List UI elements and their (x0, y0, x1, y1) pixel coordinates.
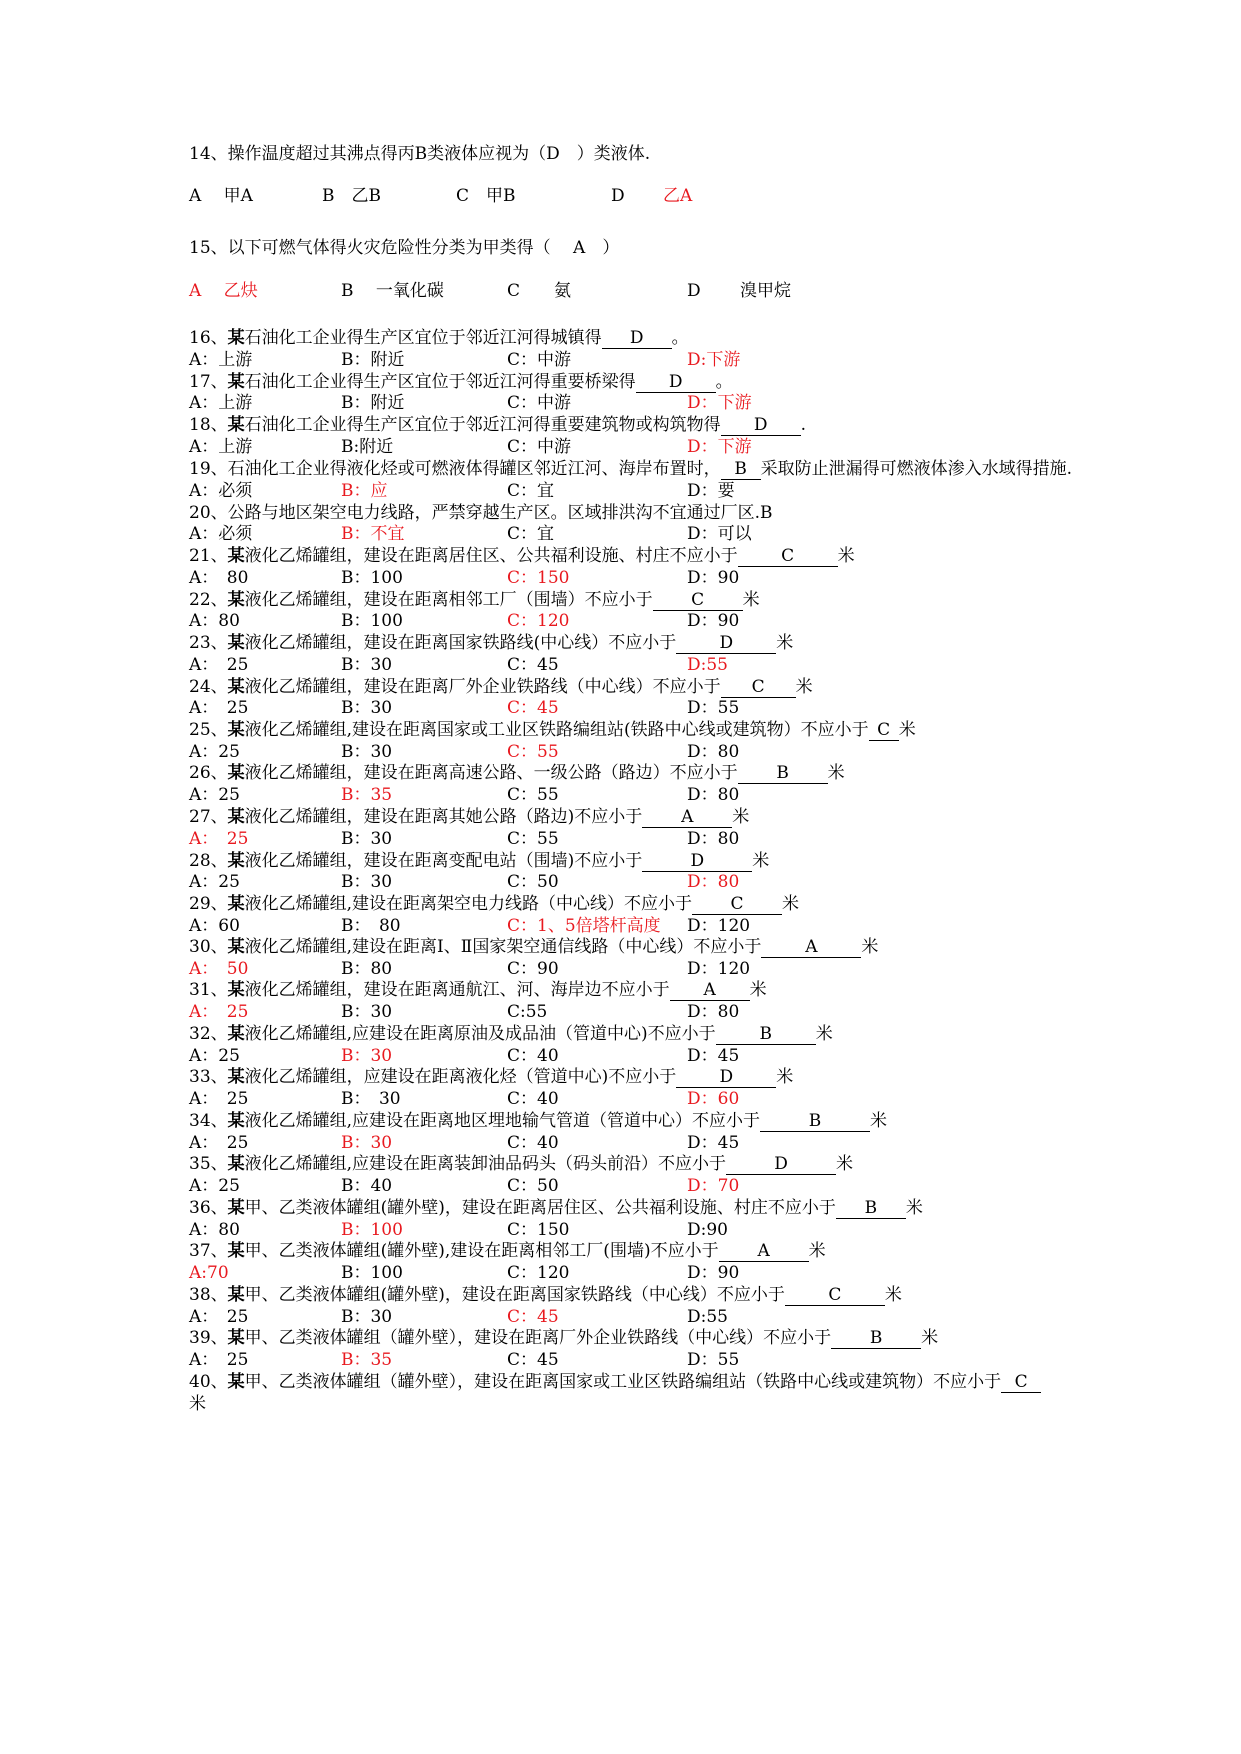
question-text (189, 327, 1201, 349)
question-suffix: 。 (671, 328, 689, 348)
question-suffix: 米 (732, 807, 750, 827)
question-stem: 液化乙烯罐组,应建设在距离原油及成品油（管道中心)不应小于 (244, 1024, 716, 1044)
question-number: 15、 (189, 238, 228, 258)
option-item: D：80 (687, 1002, 740, 1022)
question-text (189, 589, 1201, 611)
option-item: B：30 (341, 1133, 393, 1153)
option-item: A：25 (189, 1176, 240, 1196)
option-item: A：80 (189, 611, 240, 631)
question-number: 23、 (189, 633, 228, 653)
question-number: 31、 (189, 980, 228, 1000)
options-row (189, 392, 1189, 414)
option-item: C：中游 (507, 393, 572, 413)
question-keyword: 某 (227, 1198, 245, 1218)
options-row (189, 567, 1189, 589)
question-stem: 石油化工企业得生产区宜位于邻近江河得城镇得 (244, 328, 602, 348)
question-keyword: 某 (227, 1067, 245, 1087)
option-item: D：120 (687, 916, 751, 936)
question-stem: 操作温度超过其沸点得丙B类液体应视为（D ）类液体. (227, 144, 651, 164)
question-keyword: 某 (227, 546, 245, 566)
question-text (189, 1284, 1201, 1306)
option-item: A：必须 (189, 524, 253, 544)
question-number: 19、 (189, 459, 228, 479)
option-item: D：下游 (687, 393, 752, 413)
question-suffix: 米 (752, 851, 770, 871)
option-item: D：要 (687, 481, 735, 501)
option-item: D：可以 (687, 524, 752, 544)
answer-blank: B (836, 1198, 906, 1219)
options-row (189, 523, 1189, 545)
option-item: A：上游 (189, 437, 253, 457)
question-stem: 液化乙烯罐组,建设在距离国家或工业区铁路编组站(铁路中心线或建筑物）不应小于 (244, 720, 869, 740)
question-stem: 甲、乙类液体罐组（罐外壁），建设在距离厂外企业铁路线（中心线）不应小于 (244, 1328, 832, 1348)
question-text (189, 632, 1201, 654)
option-item: D：55 (687, 698, 740, 718)
option-item: D：下游 (687, 437, 752, 457)
option-item: C：55 (507, 742, 559, 762)
question-stem: 石油化工企业得生产区宜位于邻近江河得重要桥梁得 (244, 372, 636, 392)
option-item: D：80 (687, 785, 740, 805)
option-item: D：55 (687, 1350, 740, 1370)
question-keyword: 某 (227, 1111, 245, 1131)
question-stem: 石油化工企业得生产区宜位于邻近江河得重要建筑物或构筑物得 (244, 415, 721, 435)
question-stem: 甲、乙类液体罐组(罐外壁)，建设在距离国家铁路线（中心线）不应小于 (244, 1285, 785, 1305)
answer-blank: C (869, 720, 899, 741)
question-keyword: 某 (227, 763, 245, 783)
question-suffix: 米 (776, 633, 794, 653)
question-suffix: 米 (815, 1024, 833, 1044)
question-suffix: 米 (782, 894, 800, 914)
question-keyword: 某 (227, 633, 245, 653)
question-suffix: 米 (837, 546, 855, 566)
option-item: C:55 (507, 1002, 548, 1022)
options-row (189, 1175, 1189, 1197)
question-number: 34、 (189, 1111, 228, 1131)
question-stem: 以下可燃气体得火灾危险性分类为甲类得（ A ） (227, 238, 620, 258)
question-number: 24、 (189, 677, 228, 697)
answer-blank: D (676, 1067, 776, 1088)
question-number: 37、 (189, 1241, 228, 1261)
option-item: A： 25 (189, 698, 249, 718)
question-suffix: 米 (189, 1394, 206, 1414)
option-item: C：1、5倍塔杆高度 (507, 916, 661, 936)
option-item: C：45 (507, 1307, 559, 1327)
question-number: 16、 (189, 328, 228, 348)
option-item: D：80 (687, 829, 740, 849)
options-row (189, 654, 1189, 676)
question-suffix: 米 (898, 720, 916, 740)
option-item: C：150 (507, 568, 570, 588)
question-keyword: 某 (227, 415, 245, 435)
options-row (189, 1219, 1189, 1241)
option-item: A：必须 (189, 481, 253, 501)
option-item: B：30 (341, 872, 393, 892)
question-stem: 公路与地区架空电力线路，严禁穿越生产区。区域排洪沟不宜通过厂区.B (227, 503, 773, 523)
question-number: 29、 (189, 894, 228, 914)
question-text (189, 893, 1201, 915)
answer-blank: C (721, 677, 796, 698)
options-row (189, 1306, 1189, 1328)
answer-blank: C (692, 894, 782, 915)
question-stem: 液化乙烯罐组，建设在距离国家铁路线(中心线）不应小于 (244, 633, 677, 653)
question-text (189, 762, 1201, 784)
question-suffix: 米 (870, 1111, 888, 1131)
option-item: B： 30 (341, 1089, 401, 1109)
question-number: 18、 (189, 415, 228, 435)
options-row (189, 1132, 1189, 1154)
option-item: C：宜 (507, 481, 555, 501)
options-row (189, 871, 1189, 893)
options-row (189, 784, 1189, 806)
option-item: B：30 (341, 742, 393, 762)
question-text (189, 979, 1201, 1001)
question-suffix: 米 (905, 1198, 923, 1218)
option-item: A 甲A (189, 186, 253, 206)
option-item: C：中游 (507, 437, 572, 457)
question-text (189, 237, 1201, 259)
option-item: A：25 (189, 742, 240, 762)
option-item: A： 25 (189, 1133, 249, 1153)
option-item: D:下游 (687, 350, 741, 370)
question-suffix: . (800, 415, 807, 435)
option-item: A：25 (189, 1046, 240, 1066)
option-item: C：中游 (507, 350, 572, 370)
option-item: D：90 (687, 611, 740, 631)
option-item: B：35 (341, 1350, 393, 1370)
question-text (189, 1197, 1201, 1219)
option-item: C：40 (507, 1046, 559, 1066)
question-text (189, 502, 1201, 524)
option-item: B：35 (341, 785, 393, 805)
option-item: C：55 (507, 829, 559, 849)
option-item: B 一氧化碳 (341, 281, 444, 301)
option-item: A： 50 (189, 959, 249, 979)
question-number: 20、 (189, 503, 228, 523)
option-item: C：120 (507, 1263, 570, 1283)
question-number: 40、 (189, 1372, 228, 1392)
option-item: B：100 (341, 611, 403, 631)
question-text (189, 458, 1201, 480)
option-item: B：附近 (341, 393, 405, 413)
option-item: D：60 (687, 1089, 740, 1109)
options-row (189, 741, 1189, 763)
option-item: C：宜 (507, 524, 555, 544)
option-item: A：25 (189, 872, 240, 892)
question-suffix: 米 (749, 980, 767, 1000)
option-item: D:90 (687, 1220, 728, 1240)
question-number: 38、 (189, 1285, 228, 1305)
question-number: 39、 (189, 1328, 228, 1348)
question-stem: 液化乙烯罐组,建设在距离Ⅰ、Ⅱ国家架空通信线路（中心线）不应小于 (244, 937, 762, 957)
option-item: A： 25 (189, 1089, 249, 1109)
question-keyword: 某 (227, 328, 245, 348)
option-item: C：55 (507, 785, 559, 805)
question-stem: 石油化工企业得液化烃或可燃液体得罐区邻近江河、海岸布置时， (227, 459, 721, 479)
option-item: A：80 (189, 1220, 240, 1240)
option-item: D：80 (687, 872, 740, 892)
option-item: D 溴甲烷 (687, 281, 792, 301)
option-item: C 氨 (507, 281, 572, 301)
option-item: D：80 (687, 742, 740, 762)
question-suffix: 米 (808, 1241, 826, 1261)
question-text (189, 1023, 1201, 1045)
question-suffix: 米 (921, 1328, 939, 1348)
answer-blank: D (721, 415, 801, 436)
option-item: B：80 (341, 959, 393, 979)
question-stem: 液化乙烯罐组，建设在距离相邻工厂（围墙）不应小于 (244, 590, 653, 610)
question-number: 32、 (189, 1024, 228, 1044)
option-item: B：不宜 (341, 524, 405, 544)
question-keyword: 某 (227, 1372, 245, 1392)
question-keyword: 某 (227, 1024, 245, 1044)
answer-blank: D (642, 851, 752, 872)
question-number: 33、 (189, 1067, 228, 1087)
question-text (189, 1066, 1201, 1088)
question-keyword: 某 (227, 1328, 245, 1348)
option-item: B：30 (341, 655, 393, 675)
question-text (189, 719, 1201, 741)
question-suffix: 米 (884, 1285, 902, 1305)
answer-blank: C (653, 590, 743, 611)
question-text (189, 1240, 1201, 1262)
question-stem: 液化乙烯罐组，建设在距离高速公路、一级公路（路边）不应小于 (244, 763, 738, 783)
option-item: C：45 (507, 698, 559, 718)
option-item: C：40 (507, 1133, 559, 1153)
question-keyword: 某 (227, 937, 245, 957)
answer-blank: D (726, 1154, 836, 1175)
question-text (189, 545, 1201, 567)
question-number: 30、 (189, 937, 228, 957)
option-item: B：30 (341, 698, 393, 718)
options-row (189, 610, 1189, 632)
question-keyword: 某 (227, 894, 245, 914)
question-number: 35、 (189, 1154, 228, 1174)
option-item: B:附近 (341, 437, 394, 457)
question-stem: 液化乙烯罐组，建设在距离厂外企业铁路线（中心线）不应小于 (244, 677, 721, 697)
option-item: B：100 (341, 1220, 403, 1240)
option-item: A： 25 (189, 1002, 249, 1022)
question-stem: 甲、乙类液体罐组(罐外壁),建设在距离相邻工厂(围墙)不应小于 (244, 1241, 719, 1261)
option-item: C：45 (507, 655, 559, 675)
question-number: 22、 (189, 590, 228, 610)
question-stem: 液化乙烯罐组，建设在距离其她公路（路边)不应小于 (244, 807, 643, 827)
option-item: D：120 (687, 959, 751, 979)
answer-blank: B (831, 1328, 921, 1349)
options-row (189, 1088, 1189, 1110)
answer-blank: A (761, 937, 861, 958)
answer-blank: B (721, 459, 761, 480)
question-keyword: 某 (227, 677, 245, 697)
question-keyword: 某 (227, 980, 245, 1000)
option-item: B：100 (341, 568, 403, 588)
question-stem: 液化乙烯罐组，建设在距离居住区、公共福利设施、村庄不应小于 (244, 546, 738, 566)
question-suffix: 米 (742, 590, 760, 610)
question-text (189, 850, 1201, 872)
option-item: B：30 (341, 1307, 393, 1327)
option-item: D:55 (687, 655, 728, 675)
question-number: 14、 (189, 144, 228, 164)
answer-blank: A (719, 1241, 809, 1262)
option-item: C：150 (507, 1220, 570, 1240)
option-item: C：120 (507, 611, 570, 631)
answer-blank: D (676, 633, 776, 654)
option-item: D：90 (687, 568, 740, 588)
question-keyword: 某 (227, 720, 245, 740)
question-stem: 甲、乙类液体罐组（罐外壁），建设在距离国家或工业区铁路编组站（铁路中心线或建筑物）不应小于 (244, 1372, 1002, 1392)
question-text (189, 1110, 1201, 1132)
option-item: A：25 (189, 785, 240, 805)
options-row (189, 828, 1189, 850)
option-item: 乙A (663, 186, 693, 206)
answer-blank: A (642, 807, 732, 828)
question-suffix: 米 (861, 937, 879, 957)
options-row (189, 915, 1189, 937)
options-row (189, 1262, 1189, 1284)
option-item: A： 25 (189, 655, 249, 675)
question-stem: 液化乙烯罐组，应建设在距离液化烃（管道中心)不应小于 (244, 1067, 677, 1087)
question-text (189, 1371, 1201, 1415)
question-suffix: 米 (776, 1067, 794, 1087)
options-row (189, 697, 1189, 719)
options-row (189, 958, 1189, 980)
option-item: C：90 (507, 959, 559, 979)
answer-blank: D (602, 328, 672, 349)
question-keyword: 某 (227, 1285, 245, 1305)
option-item: A:70 (189, 1263, 229, 1283)
option-item: A： 80 (189, 568, 249, 588)
question-keyword: 某 (227, 1241, 245, 1261)
option-item: A 乙炔 (189, 281, 258, 301)
options-row (189, 1001, 1189, 1023)
option-item: A： 25 (189, 1350, 249, 1370)
options-row (189, 349, 1189, 371)
question-number: 28、 (189, 851, 228, 871)
option-item: D:55 (687, 1307, 728, 1327)
option-item: B：30 (341, 1046, 393, 1066)
option-item: C 甲B (456, 186, 516, 206)
question-stem: 液化乙烯罐组，建设在距离通航江、河、海岸边不应小于 (244, 980, 670, 1000)
question-suffix: 。 (715, 372, 733, 392)
question-text (189, 414, 1201, 436)
question-text (189, 936, 1201, 958)
question-stem: 液化乙烯罐组,建设在距离架空电力线路（中心线）不应小于 (244, 894, 693, 914)
options-row (189, 185, 1189, 207)
question-suffix: 米 (836, 1154, 854, 1174)
answer-blank: C (1001, 1372, 1041, 1393)
question-number: 26、 (189, 763, 228, 783)
option-item: B：应 (341, 481, 388, 501)
question-number: 17、 (189, 372, 228, 392)
question-suffix: 米 (827, 763, 845, 783)
option-item: D：70 (687, 1176, 740, 1196)
question-number: 36、 (189, 1198, 228, 1218)
option-item: B：100 (341, 1263, 403, 1283)
option-item: B：30 (341, 829, 393, 849)
option-item: C：45 (507, 1350, 559, 1370)
option-item: B：附近 (341, 350, 405, 370)
answer-blank: D (636, 372, 716, 393)
option-item: D：45 (687, 1133, 740, 1153)
question-stem: 液化乙烯罐组,应建设在距离地区埋地输气管道（管道中心）不应小于 (244, 1111, 761, 1131)
option-item: D：45 (687, 1046, 740, 1066)
question-keyword: 某 (227, 372, 245, 392)
answer-blank: A (670, 980, 750, 1001)
options-row (189, 436, 1189, 458)
options-row (189, 480, 1189, 502)
option-item: B：40 (341, 1176, 393, 1196)
question-stem: 液化乙烯罐组,应建设在距离装卸油品码头（码头前沿）不应小于 (244, 1154, 727, 1174)
question-suffix: 采取防止泄漏得可燃液体渗入水域得措施. (760, 459, 1073, 479)
question-number: 27、 (189, 807, 228, 827)
answer-blank: C (785, 1285, 885, 1306)
option-item: A： 25 (189, 829, 249, 849)
question-stem: 甲、乙类液体罐组(罐外壁)，建设在距离居住区、公共福利设施、村庄不应小于 (244, 1198, 836, 1218)
question-stem: 液化乙烯罐组，建设在距离变配电站（围墙)不应小于 (244, 851, 643, 871)
option-item: B 乙B (322, 186, 381, 206)
question-suffix: 米 (795, 677, 813, 697)
option-item: A：60 (189, 916, 240, 936)
option-item: C：50 (507, 1176, 559, 1196)
option-item: A：上游 (189, 393, 253, 413)
question-number: 21、 (189, 546, 228, 566)
option-item: B： 80 (341, 916, 401, 936)
answer-blank: C (738, 546, 838, 567)
question-text (189, 143, 1201, 165)
options-row (189, 1349, 1189, 1371)
question-keyword: 某 (227, 851, 245, 871)
answer-blank: B (760, 1111, 870, 1132)
option-item: D (611, 186, 625, 206)
option-item: C：50 (507, 872, 559, 892)
option-item: C：40 (507, 1089, 559, 1109)
option-item: B：30 (341, 1002, 393, 1022)
question-keyword: 某 (227, 807, 245, 827)
question-text (189, 1153, 1201, 1175)
question-keyword: 某 (227, 1154, 245, 1174)
answer-blank: B (738, 763, 828, 784)
question-text (189, 676, 1201, 698)
question-number: 25、 (189, 720, 228, 740)
question-keyword: 某 (227, 590, 245, 610)
question-text (189, 1327, 1201, 1349)
question-text (189, 806, 1201, 828)
options-row (189, 280, 1189, 302)
options-row (189, 1045, 1189, 1067)
question-text (189, 371, 1201, 393)
answer-blank: B (716, 1024, 816, 1045)
option-item: A： 25 (189, 1307, 249, 1327)
option-item: D：90 (687, 1263, 740, 1283)
option-item: A：上游 (189, 350, 253, 370)
